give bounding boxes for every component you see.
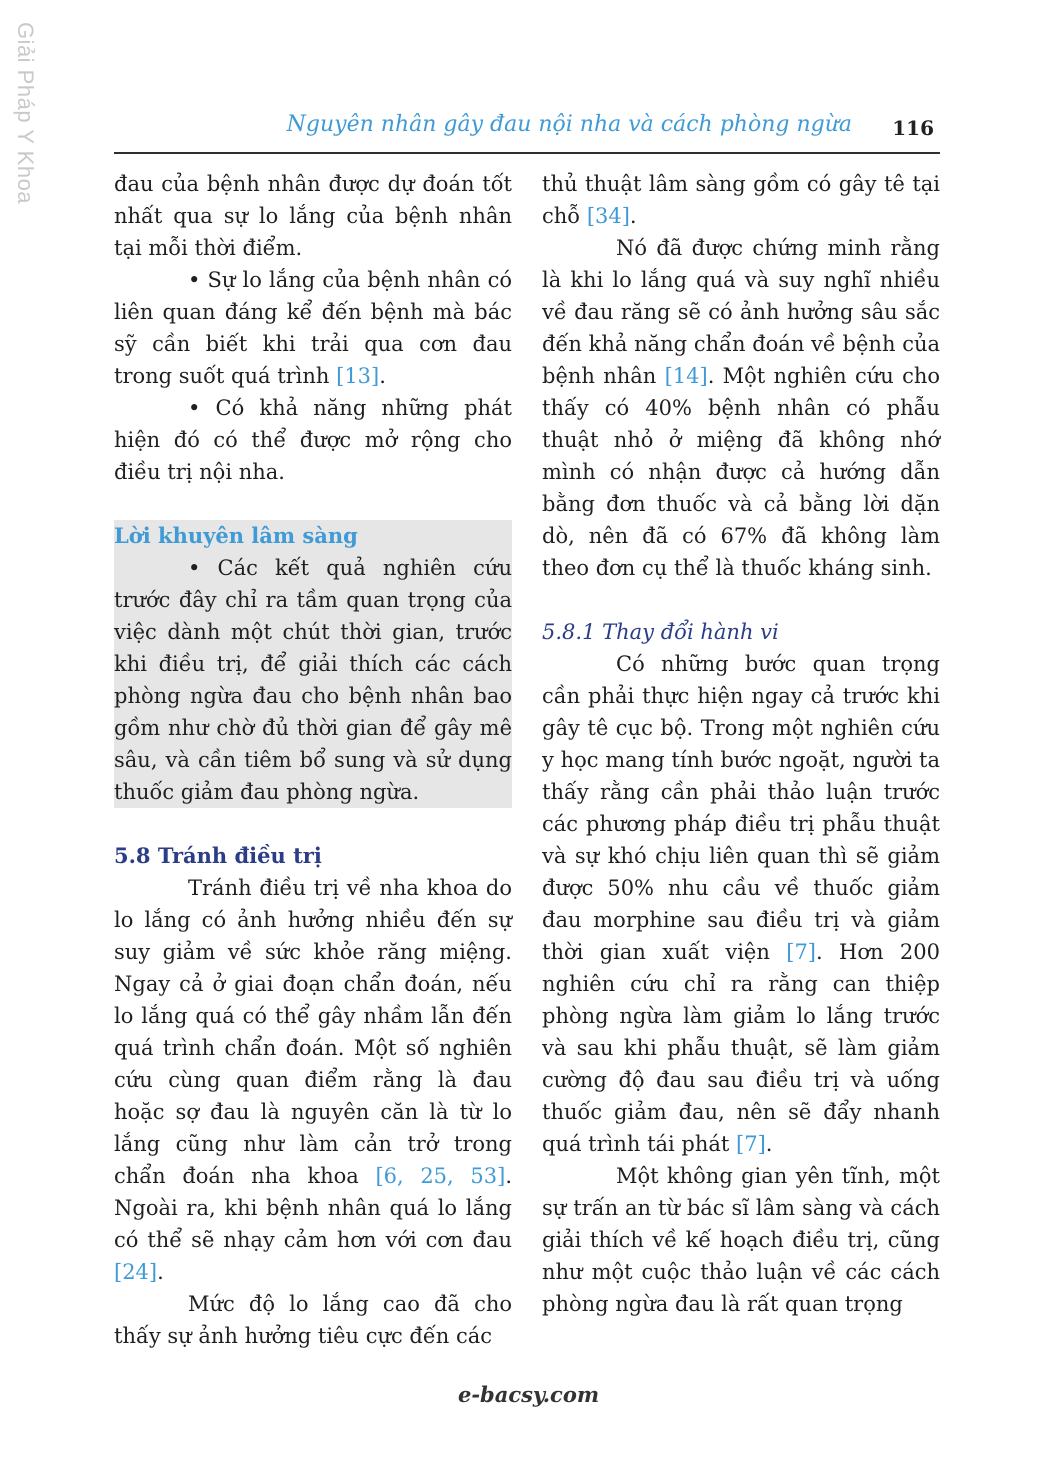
paragraph-text: Có những bước quan trọng cần phải thực hiện ngay cả trước khi gây tê cục bộ. Trong một nghiên cứu y học mang tính bước ngoặt, người ta thấy rằng cần phải thảo luận trước các phương pháp điều trị phẫu thuật và sự khó chịu liên quan thì sẽ giảm được 50% nhu cầu về thuốc giảm đau morphine sau điều trị và giảm thời gian xuất viện <box>542 652 940 964</box>
page-number: 116 <box>892 116 934 140</box>
citation-link[interactable]: [14] <box>664 364 708 388</box>
site-footer: e-bacsy.com <box>457 1382 600 1407</box>
citation-link[interactable]: [13] <box>336 364 380 388</box>
paragraph-text: Một không gian yên tĩnh, một sự trấn an từ bác sĩ lâm sàng và cách giải thích về kế hoạch điều trị, cũng như một cuộc thảo luận về các cách phòng ngừa đau là rất quan trọng <box>542 1164 940 1316</box>
advice-title: Lời khuyên lâm sàng <box>114 523 358 548</box>
citation-link[interactable]: [6, 25, 53] <box>375 1164 506 1188</box>
paragraph <box>114 1288 512 1352</box>
paragraph-text: . Một nghiên cứu cho thấy có 40% bệnh nhân có phẫu thuật nhỏ ở miệng đã không nhớ mình có nhận được cả hướng dẫn bằng đơn thuốc và cả bằng lời dặn dò, nên đã có 67% đã không làm theo đơn cụ thể là thuốc kháng sinh. <box>542 364 940 580</box>
clinical-advice-box <box>114 520 512 808</box>
paragraph-text: thủ thuật lâm sàng gồm có gây tê tại chỗ <box>542 172 940 228</box>
citation-link[interactable]: [34] <box>586 204 630 228</box>
left-column <box>114 168 512 1352</box>
right-column <box>542 168 940 1320</box>
paragraph <box>542 232 940 584</box>
punctuation: . <box>629 204 637 228</box>
paragraph <box>114 872 512 1288</box>
punctuation: . <box>157 1260 164 1284</box>
subsection-heading: 5.8.1 Thay đổi hành vi <box>542 620 779 644</box>
running-header <box>114 112 940 154</box>
punctuation: . <box>379 364 386 388</box>
citation-link[interactable]: [7] <box>786 940 816 964</box>
bullet-item <box>114 392 512 488</box>
paragraph <box>542 1160 940 1320</box>
paragraph <box>542 648 940 1160</box>
paragraph-text: . Ngoài ra, khi bệnh nhân quá lo lắng có thể sẽ nhạy cảm hơn với cơn đau <box>114 1164 512 1252</box>
citation-link[interactable]: [24] <box>114 1260 158 1284</box>
section-heading: 5.8 Tránh điều trị <box>114 843 322 868</box>
paragraph-text: Nó đã được chứng minh rằng là khi lo lắng quá và suy nghĩ nhiều về đau răng sẽ có ảnh hưởng sâu sắc đến khả năng chẩn đoán về bệnh của bệnh nhân <box>542 236 940 388</box>
paragraph <box>542 168 940 232</box>
paragraph-text: Mức độ lo lắng cao đã cho thấy sự ảnh hưởng tiêu cực đến các <box>114 1292 512 1348</box>
bullet-text: • Có khả năng những phát hiện đó có thể được mở rộng cho điều trị nội nha. <box>114 396 512 484</box>
paragraph-text: đau của bệnh nhân được dự đoán tốt nhất qua sự lo lắng của bệnh nhân tại mỗi thời điểm. <box>114 172 512 260</box>
paragraph <box>114 168 512 264</box>
bullet-text: • Sự lo lắng của bệnh nhân có liên quan đáng kể đến bệnh mà bác sỹ cần biết khi trải qua cơn đau trong suốt quá trình <box>114 268 512 388</box>
sidebar-watermark: Giải Pháp Y Khoa <box>13 21 38 205</box>
advice-text: • Các kết quả nghiên cứu trước đây chỉ ra tầm quan trọng của việc dành một chút thời gian, trước khi điều trị, để giải thích các cách phòng ngừa đau cho bệnh nhân bao gồm như chờ đủ thời gian để gây mê sâu, và cần tiêm bổ sung và sử dụng thuốc giảm đau phòng ngừa. <box>114 556 512 804</box>
bullet-item <box>114 264 512 392</box>
citation-link[interactable]: [7] <box>736 1132 766 1156</box>
punctuation: . <box>765 1132 773 1156</box>
paragraph-text: . Hơn 200 nghiên cứu chỉ ra rằng can thiệp phòng ngừa làm giảm lo lắng trước và sau khi phẫu thuật, sẽ làm giảm cường độ đau sau điều trị và uống thuốc giảm đau, nên sẽ đẩy nhanh quá trình tái phát <box>542 940 940 1156</box>
running-title: Nguyên nhân gây đau nội nha và cách phòng ngừa <box>286 112 852 137</box>
paragraph-text: Tránh điều trị về nha khoa do lo lắng có ảnh hưởng nhiều đến sự suy giảm về sức khỏe răng miệng. Ngay cả ở giai đoạn chẩn đoán, nếu lo lắng quá có thể gây nhầm lẫn đến quá trình chẩn đoán. Một số nghiên cứu cùng quan điểm rằng là đau hoặc sợ đau là nguyên căn là từ lo lắng cũng như làm cản trở trong chẩn đoán nha khoa <box>114 876 512 1188</box>
